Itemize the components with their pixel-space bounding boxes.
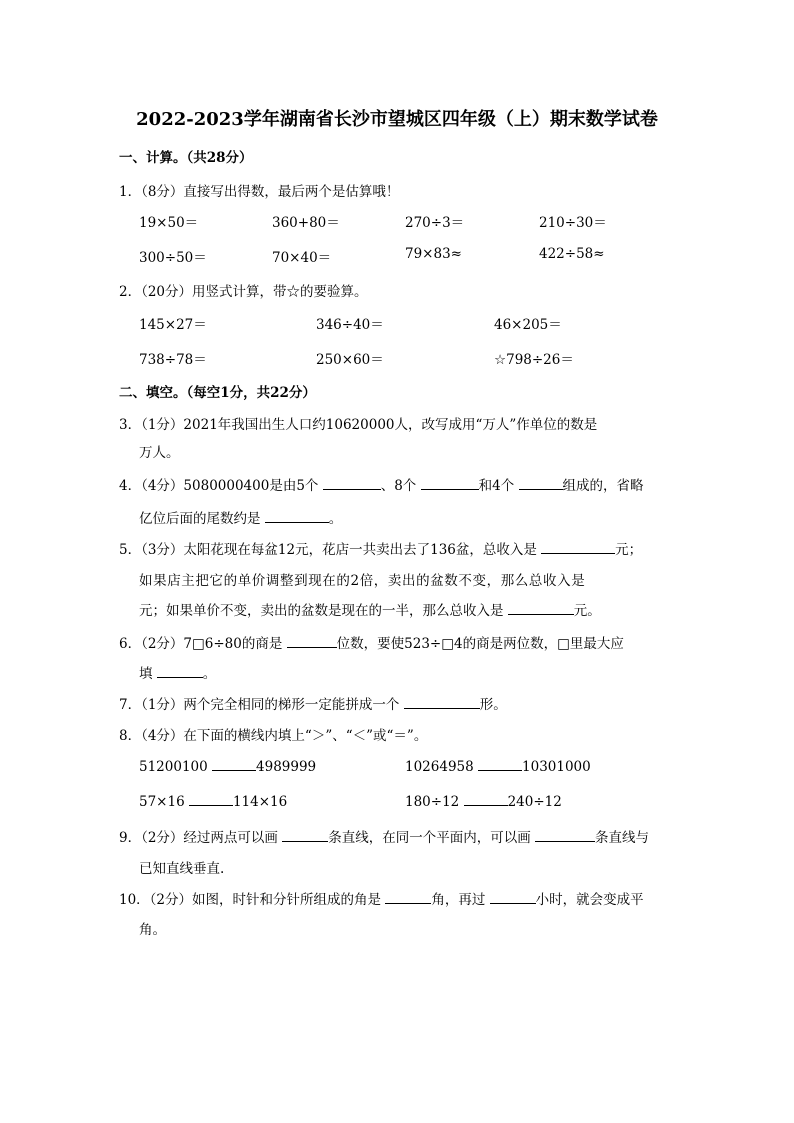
q9-text: 9．（2分）经过两点可以画 <box>119 830 278 846</box>
answer-blank[interactable] <box>535 829 595 842</box>
question-4 <box>119 474 644 494</box>
q8-left-value: 57×16 <box>139 794 185 810</box>
q5-text: 元； <box>615 542 643 558</box>
answer-blank[interactable] <box>404 696 480 709</box>
question-2: 2．（20分）用竖式计算，带☆的要验算。 <box>119 284 368 300</box>
q2-item: 46×205＝ <box>494 317 562 333</box>
page-title: 2022-2023学年湖南省长沙市望城区四年级（上）期末数学试卷 <box>136 109 658 130</box>
q1-item: 422÷58≈ <box>539 246 605 262</box>
q6-text: 。 <box>202 666 217 682</box>
q8-item <box>405 793 562 810</box>
q1-item: 300÷50＝ <box>139 250 207 266</box>
q7-text: 形。 <box>479 697 507 713</box>
q8-right-value: 4989999 <box>256 759 317 775</box>
q8-left-value: 180÷12 <box>405 794 460 810</box>
question-9 <box>119 826 649 846</box>
q1-item: 270÷3＝ <box>405 215 465 231</box>
q9-text: 条直线与 <box>595 830 650 846</box>
q4-text: 4．（4分）5080000400是由5个 <box>119 478 319 494</box>
q2-item: 250×60＝ <box>316 352 384 368</box>
q4-text: 亿位后面的尾数约是 <box>139 511 261 527</box>
answer-blank[interactable] <box>287 635 337 648</box>
q5-text: 5．（3分）太阳花现在每盆12元，花店一共卖出去了136盆，总收入是 <box>119 542 537 558</box>
section-heading-calculation: 一、计算。（共28分） <box>119 150 253 166</box>
answer-blank[interactable] <box>282 829 328 842</box>
answer-blank[interactable] <box>421 477 479 490</box>
q9-text: 条直线，在同一个平面内，可以画 <box>328 830 531 846</box>
answer-blank[interactable] <box>490 891 536 904</box>
q1-item: 79×83≈ <box>405 246 462 262</box>
q10-text: 小时，就会变成平 <box>535 892 644 908</box>
answer-blank[interactable] <box>519 477 563 490</box>
q2-item: ☆798÷26＝ <box>494 352 574 368</box>
q4-text: 和4个 <box>478 478 515 494</box>
q8-right-value: 114×16 <box>232 794 288 810</box>
question-3: 3．（1分）2021年我国出生人口约10620000人，改写成用“万人”作单位的数是 <box>119 417 598 433</box>
q8-left-value: 51200100 <box>139 759 208 775</box>
question-5 <box>119 538 642 558</box>
q4-text: 、8个 <box>380 478 417 494</box>
comparison-blank[interactable] <box>478 758 522 771</box>
question-6-cont <box>139 662 216 682</box>
q6-text: 6．（2分）7□6÷80的商是 <box>119 636 283 652</box>
q1-item: 210÷30＝ <box>539 215 607 231</box>
question-5-cont: 如果店主把它的单价调整到现在的2倍，卖出的盆数不变，那么总收入是 <box>139 573 586 589</box>
q8-right-value: 240÷12 <box>507 794 562 810</box>
q1-item: 70×40＝ <box>272 250 332 266</box>
answer-blank[interactable] <box>508 602 574 615</box>
question-9-cont: 已知直线垂直. <box>139 861 225 877</box>
question-8: 8．（4分）在下面的横线内填上“＞”、“＜”或“＝”。 <box>119 728 428 744</box>
answer-blank[interactable] <box>265 510 329 523</box>
question-3-cont: 万人。 <box>139 445 180 461</box>
section-heading-fill-in: 二、填空。（每空1分，共22分） <box>119 385 316 401</box>
question-1: 1．（8分）直接写出得数，最后两个是估算哦！ <box>119 184 400 200</box>
question-6 <box>119 632 624 652</box>
answer-blank[interactable] <box>323 477 381 490</box>
comparison-blank[interactable] <box>464 793 508 806</box>
comparison-blank[interactable] <box>212 758 256 771</box>
question-4-cont <box>139 507 342 527</box>
q5-text: 元。 <box>573 603 601 619</box>
q4-text: 。 <box>328 511 343 527</box>
question-7 <box>119 693 507 713</box>
q8-item <box>139 793 287 810</box>
q2-item: 738÷78＝ <box>139 352 207 368</box>
q8-item <box>405 758 591 775</box>
question-10-cont: 角。 <box>139 922 166 938</box>
q10-text: 角，再过 <box>431 892 486 908</box>
q1-item: 19×50＝ <box>139 215 199 231</box>
q6-text: 位数，要使523÷□4的商是两位数，□里最大应 <box>336 636 624 652</box>
q8-left-value: 10264958 <box>405 759 474 775</box>
q6-text: 填 <box>139 666 153 682</box>
question-5-cont <box>139 599 601 619</box>
answer-blank[interactable] <box>385 891 431 904</box>
q8-right-value: 10301000 <box>522 759 591 775</box>
q1-item: 360+80＝ <box>272 215 340 231</box>
q2-item: 145×27＝ <box>139 317 207 333</box>
q2-item: 346÷40＝ <box>316 317 384 333</box>
answer-blank[interactable] <box>541 541 615 554</box>
q10-text: 10．（2分）如图，时针和分针所组成的角是 <box>119 892 382 908</box>
answer-blank[interactable] <box>157 665 203 678</box>
q5-text: 元；如果单价不变，卖出的盆数是现在的一半，那么总收入是 <box>139 603 504 619</box>
q4-text: 组成的，省略 <box>562 478 644 494</box>
q7-text: 7．（1分）两个完全相同的梯形一定能拼成一个 <box>119 697 400 713</box>
question-10 <box>119 888 644 908</box>
q8-item <box>139 758 316 775</box>
comparison-blank[interactable] <box>189 793 233 806</box>
